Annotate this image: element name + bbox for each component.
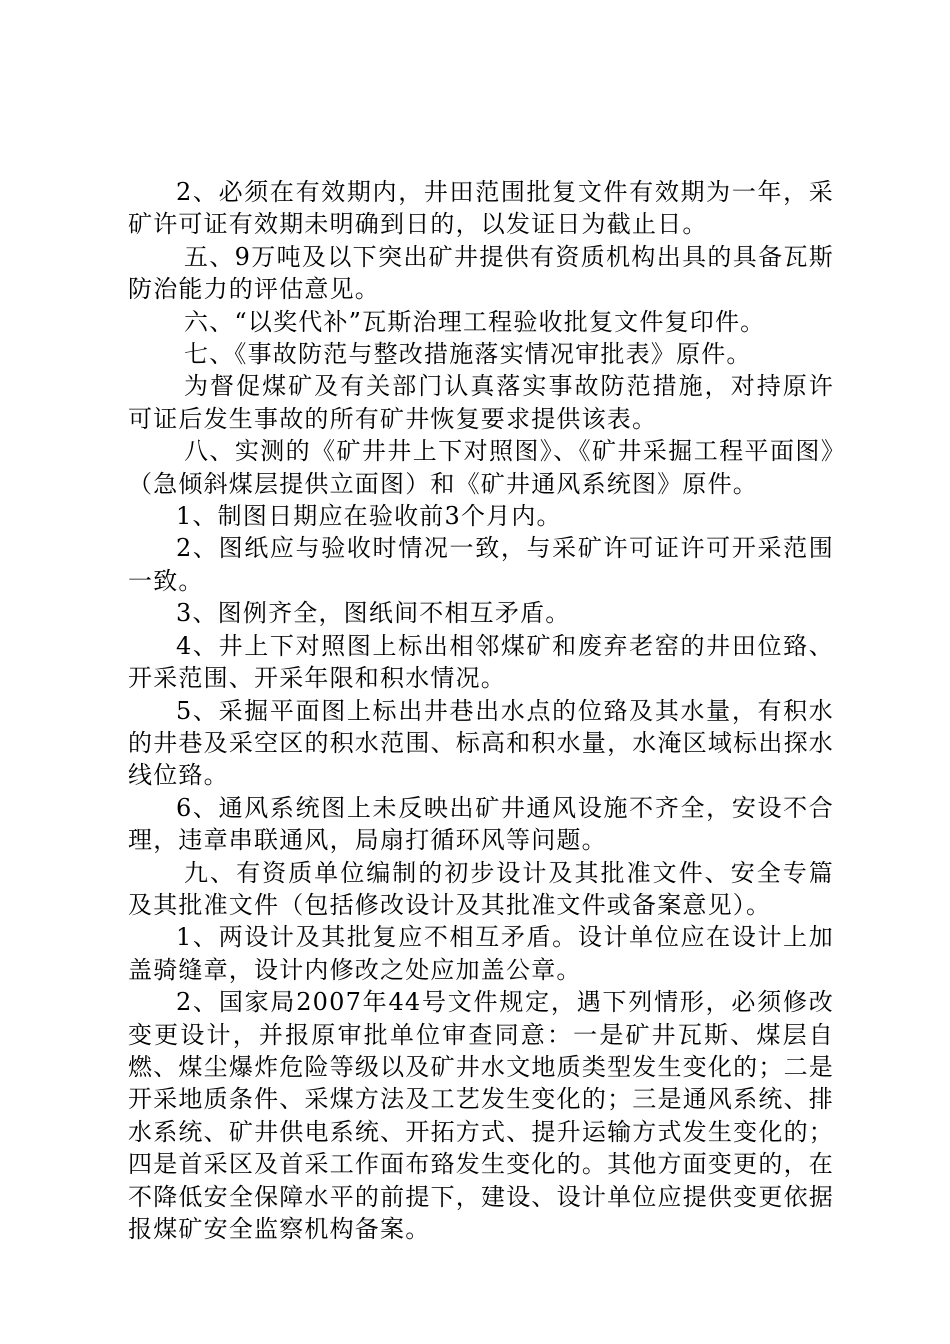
paragraph-validity-period: 2、必须在有效期内，井田范围批复文件有效期为一年，采矿许可证有效期未明确到日的，以发证日为截止日。: [128, 178, 834, 239]
paragraph-item-7: 七、《事故防范与整改措施落实情况审批表》原件。: [184, 340, 752, 369]
paragraph-item-8-sub-2: 2、图纸应与验收时情况一致，与采矿许可证许可开采范围一致。: [128, 534, 834, 595]
paragraph-item-9-sub-2: 2、国家局2007年44号文件规定，遇下列情形，必须修改变更设计，并报原审批单位审查同意：一是矿井瓦斯、煤层自燃、煤尘爆炸危险等级以及矿井水文地质类型发生变化的；二是开采地质条件、采煤方法及工艺发生变化的；三是通风系统、排水系统、矿井供电系统、开拓方式、提升运输方式发生变化的；四是首采区及首采工作面布臵发生变化的。其他方面变更的，在不降低安全保障水平的前提下，建设、设计单位应提供变更依据报煤矿安全监察机构备案。: [128, 988, 834, 1243]
paragraph-item-8-sub-1: 1、制图日期应在验收前3个月内。: [176, 502, 562, 531]
paragraph-item-8-sub-3: 3、图例齐全，图纸间不相互矛盾。: [176, 599, 571, 628]
paragraph-item-8-sub-5: 5、采掘平面图上标出井巷出水点的位臵及其水量，有积水的井巷及采空区的积水范围、标高和积水量，水淹区域标出探水线位臵。: [128, 696, 834, 790]
paragraph-item-6: 六、“以奖代补”瓦斯治理工程验收批复文件复印件。: [184, 307, 766, 336]
paragraph-item-9: 九、有资质单位编制的初步设计及其批准文件、安全专篇及其批准文件（包括修改设计及其批准文件或备案意见）。: [128, 858, 834, 919]
paragraph-item-7-note: 为督促煤矿及有关部门认真落实事故防范措施，对持原许可证后发生事故的所有矿井恢复要求提供该表。: [128, 372, 834, 433]
paragraph-item-8: 八、实测的《矿井井上下对照图》、《矿井采掘工程平面图》（急倾斜煤层提供立面图）和《矿井通风系统图》原件。: [128, 437, 834, 498]
paragraph-item-8-sub-4: 4、井上下对照图上标出相邻煤矿和废弃老窑的井田位臵、开采范围、开采年限和积水情况。: [128, 631, 834, 693]
paragraph-item-5: 五、9万吨及以下突出矿井提供有资质机构出具的具备瓦斯防治能力的评估意见。: [128, 242, 834, 304]
paragraph-item-9-sub-1: 1、两设计及其批复应不相互矛盾。设计单位应在设计上加盖骑缝章，设计内修改之处应加盖公章。: [128, 923, 834, 984]
document-body: [128, 176, 834, 1245]
paragraph-item-8-sub-6: 6、通风系统图上未反映出矿井通风设施不齐全，安设不合理，违章串联通风，局扇打循环风等问题。: [128, 793, 834, 855]
